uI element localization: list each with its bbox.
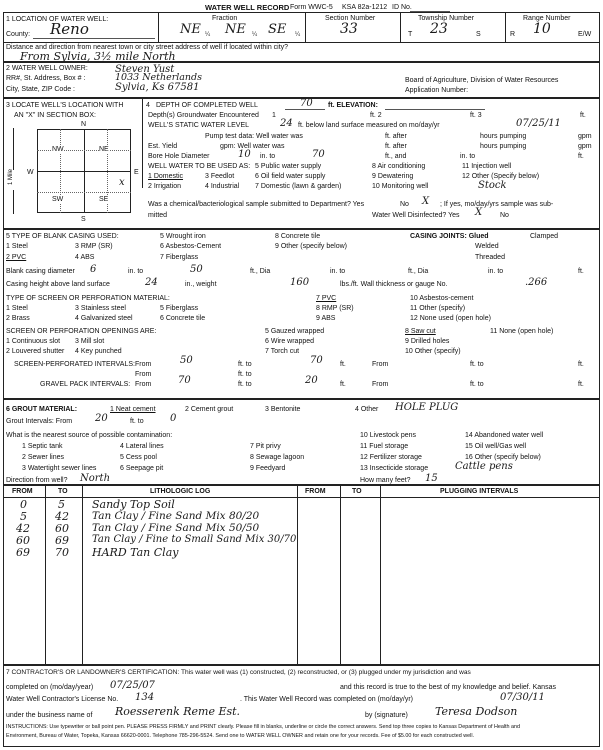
wall-thickness-value: .266	[525, 277, 548, 288]
county-value: Reno	[50, 20, 89, 38]
compass-w: W	[27, 169, 34, 176]
application-number-label: Application Number:	[405, 87, 469, 94]
bore-value: 10	[238, 149, 251, 160]
how-many-feet-label: How many feet?	[360, 477, 411, 484]
business-label: under the business name of	[6, 712, 93, 719]
log-header-from2: FROM	[305, 488, 326, 495]
contamination-label: What is the nearest source of possible contamination:	[6, 432, 173, 439]
compass-s: S	[81, 216, 86, 223]
casing-diameter-value: 6	[90, 264, 97, 275]
use-domestic: 1 Domestic	[148, 173, 184, 180]
section-number-value: 33	[340, 21, 358, 37]
openings-label: SCREEN OR PERFORATION OPENINGS ARE:	[6, 328, 157, 335]
screen-from-value: 50	[180, 355, 193, 366]
county-label: County:	[6, 31, 31, 38]
owner-label: 2 WATER WELL OWNER:	[6, 65, 88, 72]
owner-city: Sylvia, Ks 67581	[115, 82, 200, 93]
location-label: 1 LOCATION OF WATER WELL:	[6, 16, 109, 23]
city-label: City, State, ZIP Code :	[6, 86, 75, 93]
license-label: Water Well Contractor's License No.	[6, 696, 119, 703]
contamination-other-value: Cattle pens	[455, 461, 513, 472]
fraction-2: NE	[225, 22, 246, 37]
instructions-line-2: Environment, Bureau of Water, Topeka, Kansas 66620-0001. Telephone 785-296-5524. Send one to WATER WELL OWNER and retain one for your records. Fee of $5.00 for each constructed well.	[6, 733, 475, 739]
owner-name: Steven Yust	[115, 64, 175, 75]
log-header-to2: TO	[352, 488, 362, 495]
use-label: WELL WATER TO BE USED AS:	[148, 163, 251, 170]
sample-question: Was a chemical/bacteriological sample submitted to Department? Yes	[148, 201, 365, 208]
locate-label: 3 LOCATE WELL'S LOCATION WITH	[6, 102, 124, 109]
log-header-to: TO	[58, 488, 68, 495]
gravel-from-value: 70	[178, 375, 191, 386]
casing-diameter-label: Blank casing diameter	[6, 268, 75, 275]
signature: Teresa Dodson	[435, 705, 518, 718]
range-label: Range Number	[523, 15, 571, 22]
static-level-label: WELL'S STATIC WATER LEVEL	[148, 122, 250, 129]
casing-label: 5 TYPE OF BLANK CASING USED:	[6, 233, 119, 240]
gravel-pack-label: GRAVEL PACK INTERVALS:	[40, 381, 131, 388]
form-title: WATER WELL RECORD	[205, 3, 290, 12]
form-number: Form WWC-5	[290, 4, 333, 11]
bore-to-value: 70	[312, 149, 325, 160]
business-name: Roesserenk Reme Est.	[115, 705, 241, 718]
mile-label: 1 Mile	[8, 168, 14, 185]
grout-to-value: 0	[170, 413, 177, 424]
record-completed-date: 07/30/11	[500, 692, 545, 703]
cert-line-1: 7 CONTRACTOR'S OR LANDOWNER'S CERTIFICATION: This water well was (1) constructed, (2) reconstructed, or (3) plugged under my jurisdiction and was	[6, 669, 471, 676]
log-header-lithologic: LITHOLOGIC LOG	[150, 488, 211, 495]
id-label: ID No.	[392, 4, 412, 11]
disinfected-label: Water Well Disinfected? Yes	[372, 212, 460, 219]
log-header-from: FROM	[12, 488, 33, 495]
pump-test-label: Pump test data: Well water was	[205, 133, 303, 140]
distance-value: From Sylvia, 3½ mile North	[20, 50, 176, 63]
ksa-number: KSA 82a-1212	[342, 4, 388, 11]
compass-e: E	[134, 169, 139, 176]
screen-to-value: 70	[310, 355, 323, 366]
static-level-value: 24	[280, 118, 293, 129]
casing-to-value: 50	[190, 264, 203, 275]
fraction-label: Fraction	[212, 15, 238, 22]
instructions-line-1: INSTRUCTIONS: Use typewriter or ball point pen. PLEASE PRESS FIRMLY and PRINT clearly. Please fill in blanks, underline or circle the correct answers. Send top three copies to Kansas Department of Health and	[6, 724, 521, 730]
board-label: Board of Agriculture, Division of Water Resources	[405, 77, 559, 84]
fraction-1: NE	[180, 22, 201, 37]
well-location-mark: x	[119, 177, 125, 188]
direction-value: North	[80, 473, 111, 484]
use-other-value: Stock	[478, 180, 507, 191]
owner-address: 1033 Netherlands	[115, 72, 203, 83]
completed-date: 07/25/07	[110, 680, 155, 691]
range-value: 10	[533, 21, 551, 37]
how-many-feet-value: 15	[425, 473, 438, 484]
casing-joints-label: CASING JOINTS: Glued	[410, 233, 489, 240]
bore-label: Bore Hole Diameter	[148, 153, 210, 160]
grout-from-value: 20	[95, 413, 108, 424]
distance-label: Distance and direction from nearest town or city street address of well if located within city?	[6, 44, 289, 51]
direction-label: Direction from well?	[6, 477, 68, 484]
license-number: 134	[135, 692, 155, 703]
gravel-to-value: 20	[305, 375, 318, 386]
grout-other-value: HOLE PLUG	[395, 402, 459, 413]
screen-material-label: TYPE OF SCREEN OR PERFORATION MATERIAL:	[6, 295, 170, 302]
cert-line-2: completed on (mo/day/year)	[6, 684, 94, 691]
grout-intervals-label: Grout Intervals: From	[6, 418, 73, 425]
township-label: Township Number	[418, 15, 475, 22]
section-number-label: Section Number	[325, 15, 376, 22]
casing-height-value: 24	[145, 277, 158, 288]
an-x-label: AN "X" IN SECTION BOX:	[14, 112, 96, 119]
log-header-plugging: PLUGGING INTERVALS	[440, 488, 519, 495]
yield-label: Est. Yield	[148, 143, 178, 150]
township-value: 23	[430, 21, 448, 37]
address-label: RR#, St. Address, Box # :	[6, 75, 86, 82]
casing-height-label: Casing height above land surface	[6, 281, 110, 288]
depth-label: DEPTH OF COMPLETED WELL	[156, 102, 258, 109]
groundwater-label: Depth(s) Groundwater Encountered	[148, 112, 259, 119]
fraction-3: SE	[268, 22, 287, 37]
casing-weight-value: 160	[290, 277, 310, 288]
compass-n: N	[81, 121, 87, 128]
depth-value: 70	[300, 98, 313, 109]
screen-intervals-label: SCREEN-PERFORATED INTERVALS:	[14, 361, 135, 368]
grout-label: 6 GROUT MATERIAL:	[6, 406, 78, 413]
static-date: 07/25/11	[516, 118, 561, 129]
